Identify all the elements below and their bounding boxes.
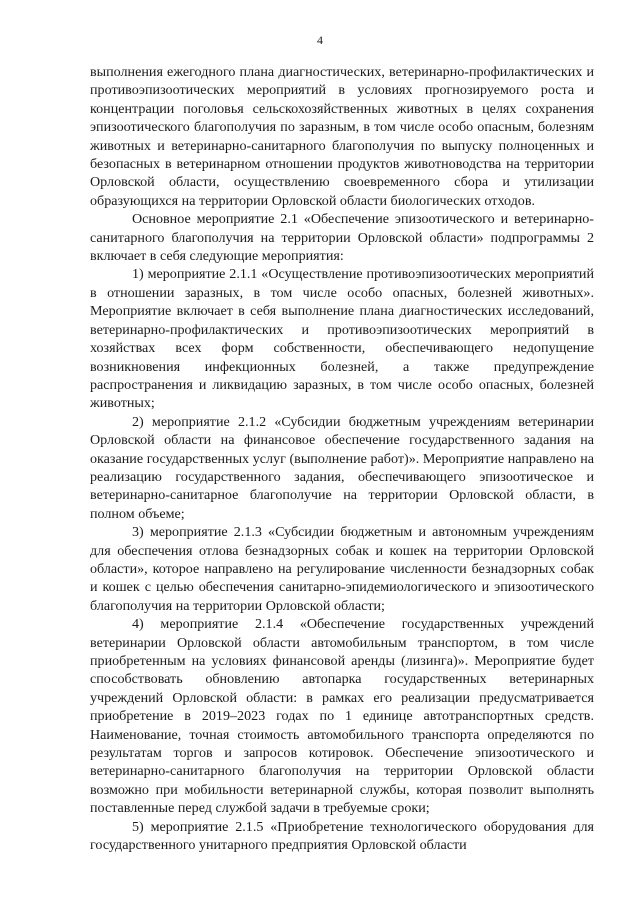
paragraph-activity-2-1-1: 1) мероприятие 2.1.1 «Осуществление противоэпизоотических мероприятий в отношении заразных, в том числе особо опасных, болезней животных». Мероприятие включает в себя выполнение плана диагностических исследований, ветеринарно-профилактических и противоэпизоотических мероприятий в хозяйствах всех форм собственности, обеспечивающего недопущение возникновения инфекционных болезней, а также предупреждение распространения и ликвидацию заразных, в том числе особо опасных, болезней животных;: [90, 266, 594, 412]
paragraph-activity-2-1-3: 3) мероприятие 2.1.3 «Субсидии бюджетным и автономным учреждениям для обеспечения отлова безнадзорных собак и кошек на территории Орловской области», которое направлено на регулирование численности безнадзорных собак и кошек с целью обеспечения санитарно-эпидемиологического и эпизоотического благополучия на территории Орловской области;: [90, 524, 594, 614]
paragraph-activity-2-1-4: 4) мероприятие 2.1.4 «Обеспечение государственных учреждений ветеринарии Орловской области автомобильным транспортом, в том числе приобретенным на условиях финансовой аренды (лизинга)». Мероприятие будет способствовать обновлению автопарка государственных ветеринарных учреждений Орловской области: в рамках его реализации предусматривается приобретение в 2019–2023 годах по 1 единице автотранспортных средств. Наименование, точная стоимость автомобильного транспорта определяются по результатам торгов и запросов котировок. Обеспечение эпизоотического и ветеринарно-санитарного благополучия на территории Орловской области возможно при мобильности ветеринарной службы, которая позволит выполнять поставленные перед службой задачи в требуемые сроки;: [90, 616, 594, 817]
page-number: 4: [317, 33, 323, 47]
paragraph-continuation: выполнения ежегодного плана диагностических, ветеринарно-профилактических и противоэпизоотических мероприятий в условиях прогнозируемого роста и концентрации поголовья сельскохозяйственных животных в целях сохранения эпизоотического благополучия по заразным, в том числе особо опасным, болезням животных и ветеринарно-санитарного благополучия по выпуску полноценных и безопасных в ветеринарном отношении продуктов животноводства на территории Орловской области, осуществлению своевременного сбора и утилизации образующихся на территории Орловской области биологических отходов.: [90, 64, 594, 209]
paragraph-activity-2-1-2: 2) мероприятие 2.1.2 «Субсидии бюджетным учреждениям ветеринарии Орловской области на финансовое обеспечение государственного задания на оказание государственных услуг (выполнение работ)». Мероприятие направлено на реализацию государственного задания, обеспечивающего эпизоотическое и ветеринарно-санитарное благополучие на территории Орловской области, в полном объеме;: [90, 413, 594, 522]
body-text: [90, 63, 594, 854]
paragraph-activity-2-1-5: 5) мероприятие 2.1.5 «Приобретение технологического оборудования для государственного унитарного предприятия Орловской области: [90, 818, 594, 854]
paragraph-main-activity: Основное мероприятие 2.1 «Обеспечение эпизоотического и ветеринарно-санитарного благополучия на территории Орловской области» подпрограммы 2 включает в себя следующие мероприятия:: [90, 211, 594, 265]
